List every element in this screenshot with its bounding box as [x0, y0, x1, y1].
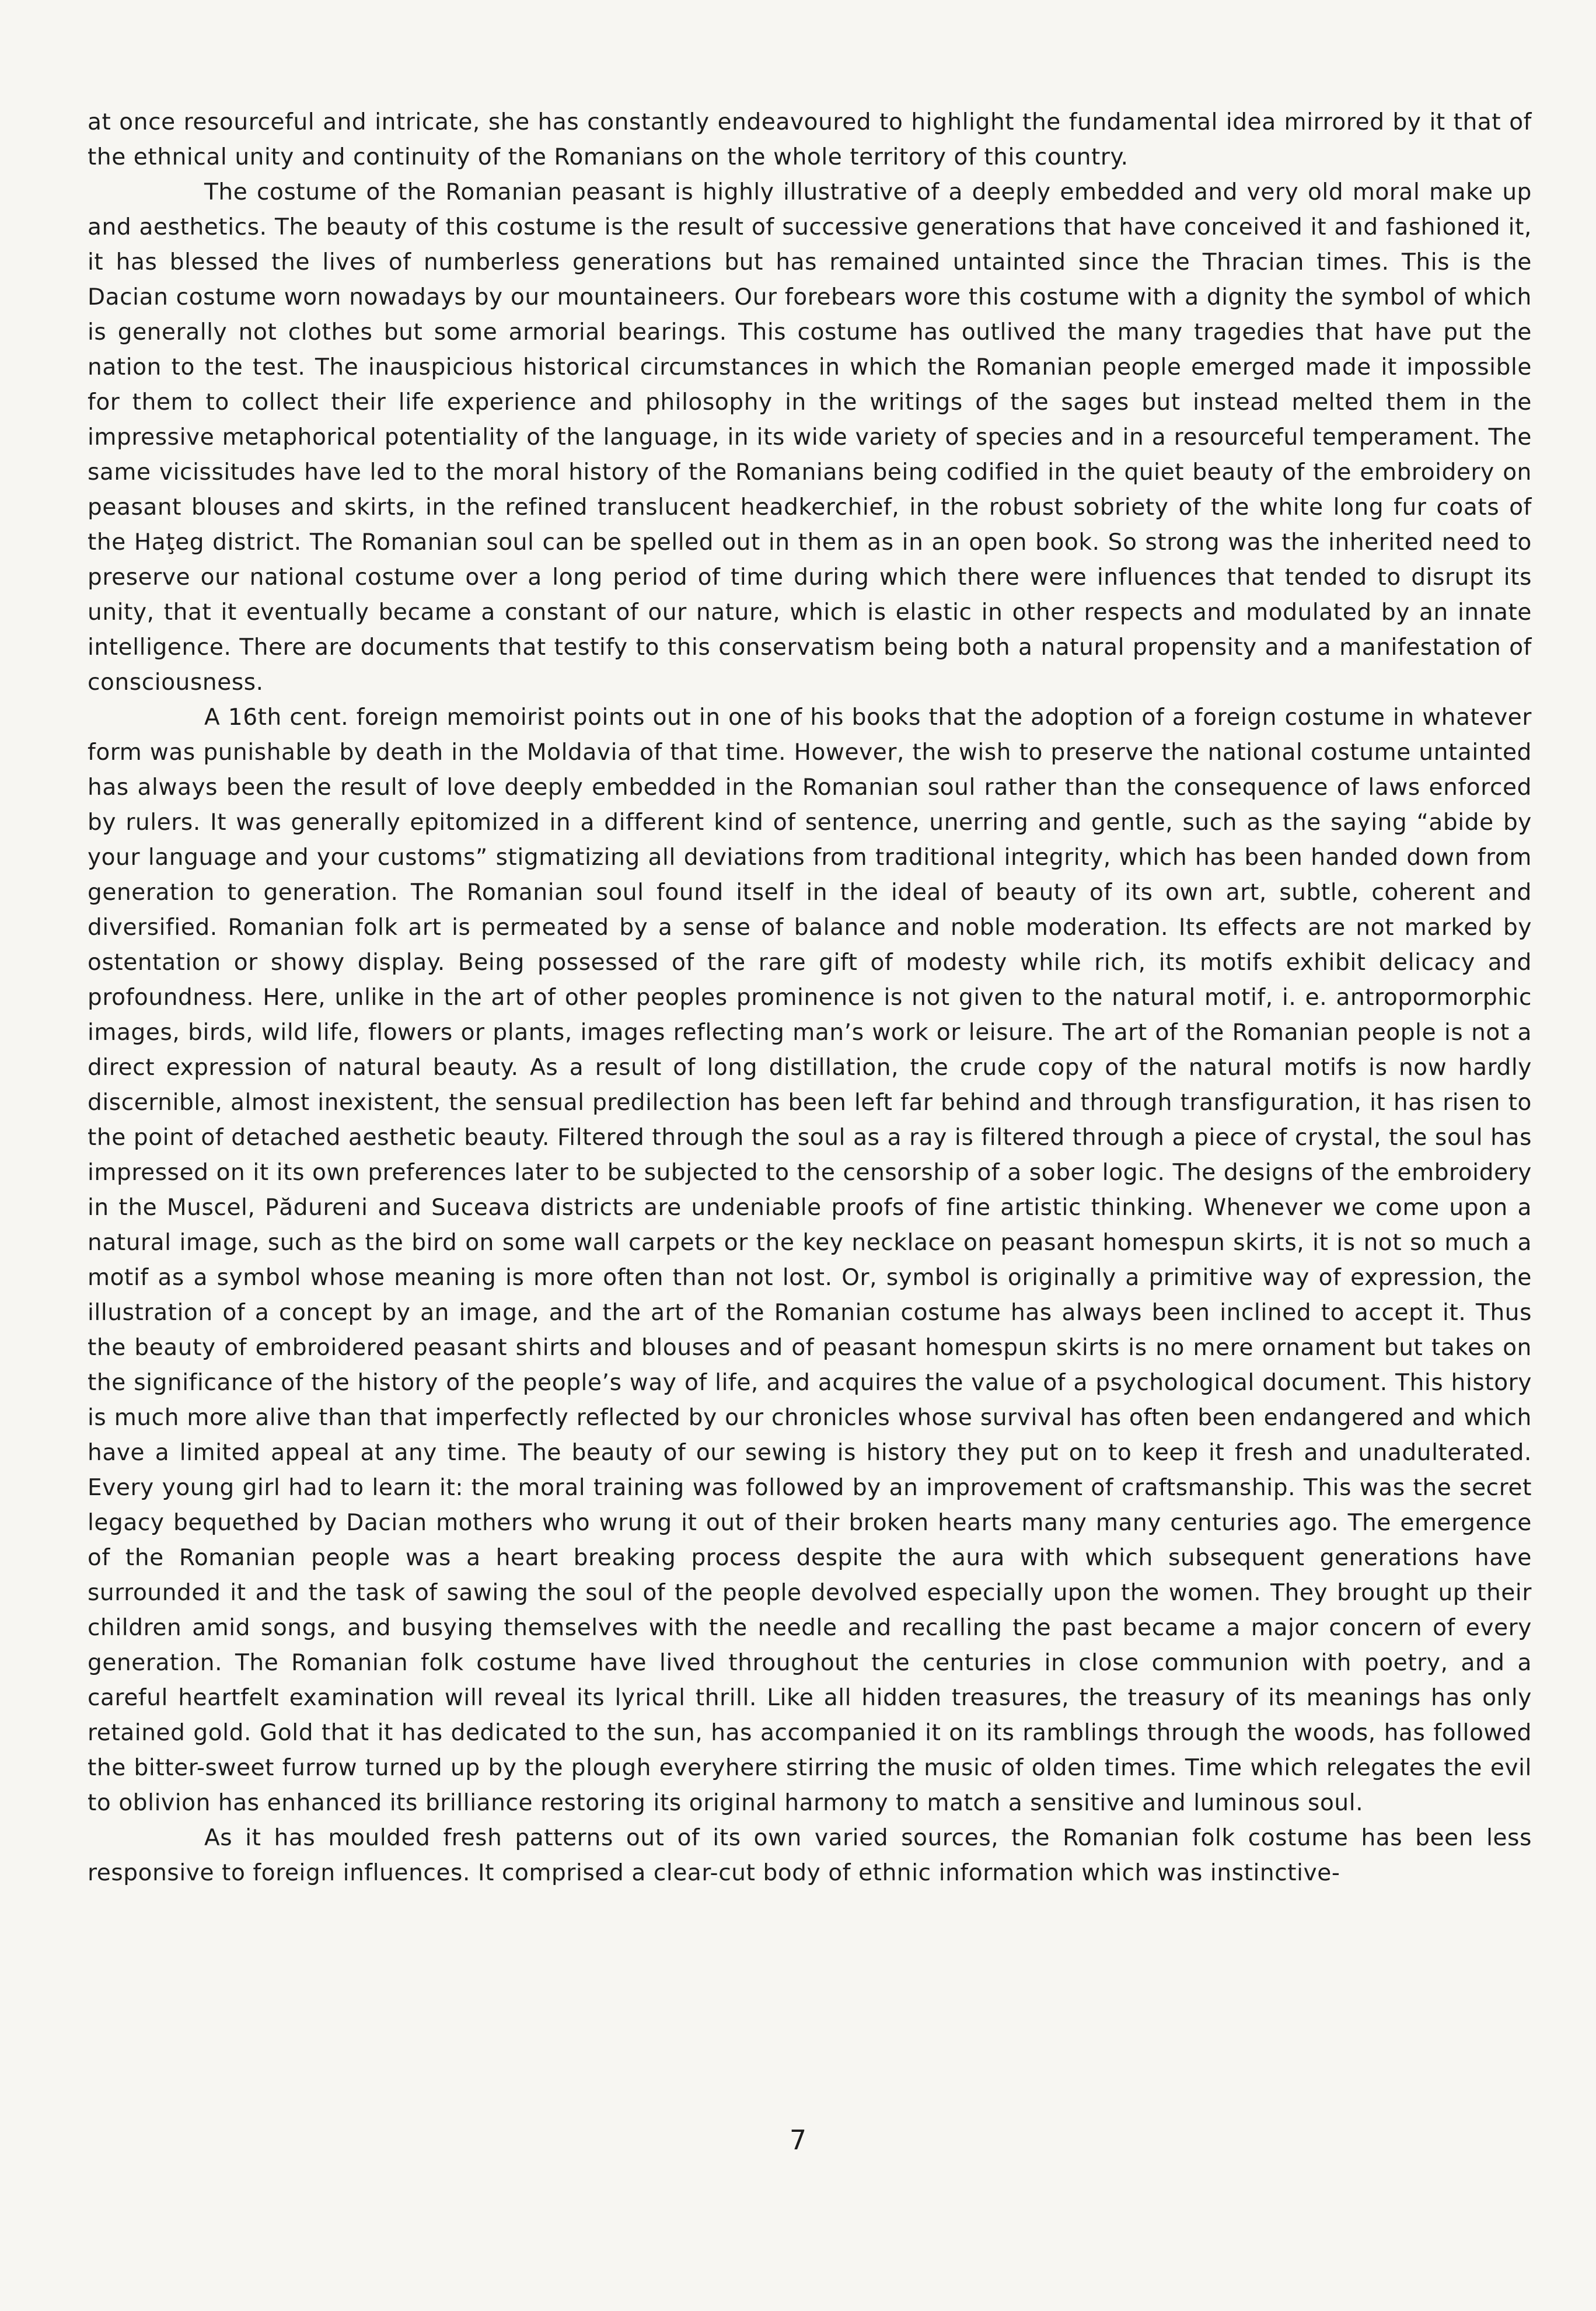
paragraph-continuation: at once resourceful and intricate, she has constantly endeavoured to highlight the fundamental idea mirrored by it that of the ethnical unity and continuity of the Romanians on the whole territory of this country.	[88, 109, 1532, 170]
paragraph-memoirist: A 16th cent. foreign memoirist points out in one of his books that the adoption of a foreign costume in whatever form was punishable by death in the Moldavia of that time. However, the wish to preserve the national costume untainted has always been the result of love deeply embedded in the Romanian soul rather than the consequence of laws enforced by rulers. It was generally epitomized in a different kind of sentence, unerring and gentle, such as the saying “abide by your language and your customs” stigmatizing all deviations from traditional integrity, which has been handed down from generation to generation. The Romanian soul found itself in the ideal of beauty of its own art, subtle, coherent and diversified. Romanian folk art is permeated by a sense of balance and noble moderation. Its effects are not marked by ostentation or showy display. Being possessed of the rare gift of modesty while rich, its motifs exhibit delicacy and profoundness. Here, unlike in the art of other peoples prominence is not given to the natural motif, i. e. antropormorphic images, birds, wild life, flowers or plants, images reflecting man’s work or leisure. The art of the Romanian people is not a direct expression of natural beauty. As a result of long distillation, the crude copy of the natural motifs is now hardly discernible, almost inexistent, the sensual predilection has been left far behind and through transfiguration, it has risen to the point of detached aesthetic beauty. Filtered through the soul as a ray is filtered through a piece of crystal, the soul has impressed on it its own preferences later to be subjected to the censorship of a sober logic. The designs of the embroidery in the Muscel, Pădureni and Suceava districts are undeniable proofs of fine artistic thinking. Whenever we come upon a natural image, such as the bird on some wall carpets or the key necklace on peasant homespun skirts, it is not so much a motif as a symbol whose meaning is more often than not lost. Or, symbol is originally a primitive way of expression, the illustration of a concept by an image, and the art of the Romanian costume has always been inclined to accept it. Thus the beauty of embroidered peasant shirts and blouses and of peasant homespun skirts is no mere ornament but takes on the significance of the history of the people’s way of life, and acquires the value of a psychological document. This history is much more alive than that imperfectly reflected by our chronicles whose survival has often been endangered and which have a limited appeal at any time. The beauty of our sewing is history they put on to keep it fresh and unadulterated. Every young girl had to learn it: the moral training was followed by an improvement of craftsmanship. This was the secret legacy bequethed by Dacian mothers who wrung it out of their broken hearts many many centuries ago. The emergence of the Romanian people was a heart breaking process despite the aura with which subsequent generations have surrounded it and the task of sawing the soul of the people devolved especially upon the women. They brought up their children amid songs, and busying themselves with the needle and recalling the past became a major concern of every generation. The Romanian folk costume have lived throughout the centuries in close communion with poetry, and a careful heartfelt examination will reveal its lyrical thrill. Like all hidden treasures, the treasury of its meanings has only retained gold. Gold that it has dedicated to the sun, has accompanied it on its ramblings through the woods, has followed the bitter-sweet furrow turned up by the plough everyhere stirring the music of olden times. Time which relegates the evil to oblivion has enhanced its brilliance restoring its original harmony to match a sensitive and luminous soul.	[88, 704, 1532, 1816]
page-body	[88, 105, 1532, 1891]
paragraph-costume-illustrative: The costume of the Romanian peasant is highly illustrative of a deeply embedded and very old moral make up and aesthetics. The beauty of this costume is the result of successive generations that have conceived it and fashioned it, it has blessed the lives of numberless generations but has remained untainted since the Thracian times. This is the Dacian costume worn nowadays by our mountaineers. Our forebears wore this costume with a dignity the symbol of which is generally not clothes but some armorial bearings. This costume has outlived the many tragedies that have put the nation to the test. The inauspicious historical circumstances in which the Romanian people emerged made it impossible for them to collect their life experience and philosophy in the writings of the sages but instead melted them in the impressive metaphorical potentiality of the language, in its wide variety of species and in a resourceful temperament. The same vicissitudes have led to the moral history of the Romanians being codified in the quiet beauty of the embroidery on peasant blouses and skirts, in the refined translucent headkerchief, in the robust sobriety of the white long fur coats of the Haţeg district. The Romanian soul can be spelled out in them as in an open book. So strong was the inherited need to preserve our national costume over a long period of time during which there were influences that tended to disrupt its unity, that it eventually became a constant of our nature, which is elastic in other respects and modulated by an innate intelligence. There are documents that testify to this conservatism being both a natural propensity and a manifestation of consciousness.	[88, 179, 1532, 696]
paragraph-fresh-patterns: As it has moulded fresh patterns out of its own varied sources, the Romanian folk costume has been less responsive to foreign influences. It comprised a clear-cut body of ethnic information which was instinctive-	[88, 1825, 1532, 1886]
page-number: 7	[789, 2124, 807, 2156]
